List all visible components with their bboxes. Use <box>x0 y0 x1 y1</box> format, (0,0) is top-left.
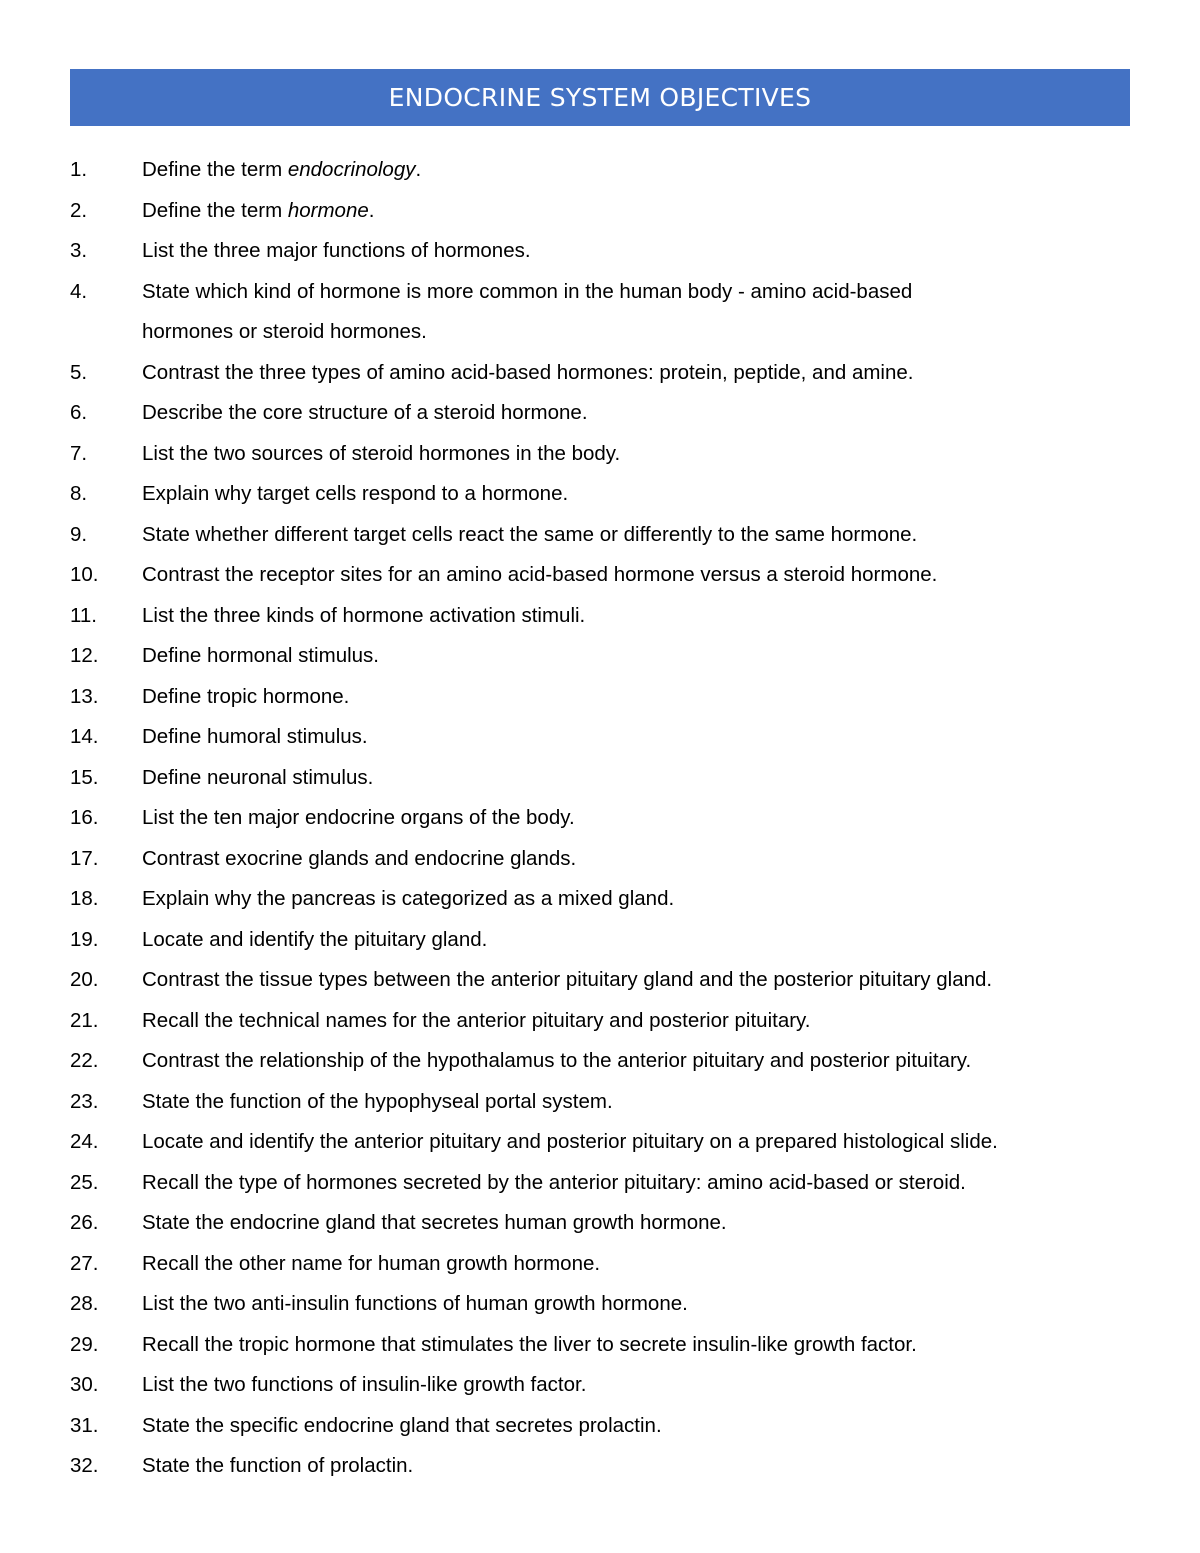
item-number: 7. <box>70 441 88 465</box>
item-number: 12. <box>70 644 99 667</box>
list-item <box>0 1082 1200 1123</box>
list-item <box>0 1406 1200 1447</box>
list-item <box>0 272 1200 353</box>
item-text: List the two functions of insulin-like growth factor. <box>142 1373 587 1396</box>
item-text: List the ten major endocrine organs of the body. <box>142 806 575 829</box>
list-item <box>0 150 1200 191</box>
objectives-list <box>0 150 1200 1487</box>
item-number: 30. <box>70 1373 99 1396</box>
item-text: Define the term endocrinology. <box>142 158 422 181</box>
list-item <box>0 515 1200 556</box>
list-item <box>0 1041 1200 1082</box>
emphasized-term: hormone <box>287 198 369 222</box>
item-number: 9. <box>70 522 88 546</box>
list-item <box>0 434 1200 475</box>
item-number: 29. <box>70 1332 99 1356</box>
item-number: 10. <box>70 563 99 586</box>
item-text: Contrast the relationship of the hypothalamus to the anterior pituitary and posterior pituitary. <box>142 1049 972 1072</box>
item-text: Contrast the receptor sites for an amino acid-based hormone versus a steroid hormone. <box>142 563 938 586</box>
list-item <box>0 474 1200 515</box>
list-item <box>0 839 1200 880</box>
list-item <box>0 393 1200 434</box>
item-text: Define neuronal stimulus. <box>142 765 374 789</box>
item-number: 21. <box>70 1008 99 1032</box>
item-text-line-2: hormones or steroid hormones. <box>142 320 427 343</box>
item-text: State whether different target cells react the same or differently to the same hormone. <box>142 522 918 546</box>
list-item <box>0 1122 1200 1163</box>
item-number: 22. <box>70 1049 99 1072</box>
item-number: 23. <box>70 1089 99 1113</box>
item-number: 16. <box>70 806 99 829</box>
item-text: Contrast exocrine glands and endocrine glands. <box>142 846 577 870</box>
item-text: Define tropic hormone. <box>142 684 350 708</box>
item-text: Define humoral stimulus. <box>142 725 368 748</box>
item-number: 28. <box>70 1292 99 1315</box>
list-item <box>0 1163 1200 1204</box>
item-text: List the two sources of steroid hormones in the body. <box>142 441 621 465</box>
list-item <box>0 879 1200 920</box>
item-text: Explain why target cells respond to a hormone. <box>142 482 569 505</box>
item-number: 1. <box>70 158 88 181</box>
item-number: 13. <box>70 684 99 708</box>
list-item <box>0 758 1200 799</box>
item-number: 18. <box>70 887 99 910</box>
list-item <box>0 231 1200 272</box>
list-item <box>0 920 1200 961</box>
list-item <box>0 1203 1200 1244</box>
item-text: List the three major functions of hormones. <box>142 239 531 262</box>
list-item <box>0 1001 1200 1042</box>
list-item <box>0 677 1200 718</box>
list-item <box>0 798 1200 839</box>
list-item <box>0 191 1200 232</box>
list-item <box>0 717 1200 758</box>
list-item <box>0 596 1200 637</box>
item-text: State the function of prolactin. <box>142 1454 414 1477</box>
item-number: 14. <box>70 725 99 748</box>
item-text: Recall the other name for human growth hormone. <box>142 1251 601 1275</box>
item-number: 19. <box>70 927 99 951</box>
item-text: Locate and identify the pituitary gland. <box>142 927 488 951</box>
list-item <box>0 1325 1200 1366</box>
list-item <box>0 636 1200 677</box>
item-number: 20. <box>70 968 99 991</box>
item-number: 32. <box>70 1454 99 1477</box>
item-text: Define hormonal stimulus. <box>142 644 379 667</box>
page-title: ENDOCRINE SYSTEM OBJECTIVES <box>388 83 812 112</box>
item-text-line-1: State which kind of hormone is more common in the human body - amino acid-based <box>142 279 913 303</box>
item-number: 11. <box>70 603 97 627</box>
item-text: Locate and identify the anterior pituitary and posterior pituitary on a prepared histological slide. <box>142 1130 998 1153</box>
item-number: 27. <box>70 1251 99 1275</box>
item-text <box>142 272 912 353</box>
item-text: Recall the type of hormones secreted by the anterior pituitary: amino acid-based or steroid. <box>142 1170 966 1194</box>
list-item <box>0 555 1200 596</box>
item-number: 25. <box>70 1170 99 1194</box>
item-text: State the specific endocrine gland that secretes prolactin. <box>142 1413 662 1437</box>
item-number: 17. <box>70 846 99 870</box>
item-text: Recall the tropic hormone that stimulates the liver to secrete insulin-like growth factor. <box>142 1332 917 1356</box>
item-text: Contrast the tissue types between the anterior pituitary gland and the posterior pituitary gland. <box>142 968 993 991</box>
list-item <box>0 1284 1200 1325</box>
item-number: 24. <box>70 1130 99 1153</box>
item-text: Contrast the three types of amino acid-based hormones: protein, peptide, and amine. <box>142 360 914 384</box>
item-number: 3. <box>70 239 88 262</box>
item-text: State the endocrine gland that secretes human growth hormone. <box>142 1211 727 1234</box>
item-text: List the three kinds of hormone activation stimuli. <box>142 603 586 627</box>
title-banner <box>70 69 1130 126</box>
item-text: Define the term hormone. <box>142 198 375 222</box>
item-number: 31. <box>70 1413 99 1437</box>
item-text: Recall the technical names for the anterior pituitary and posterior pituitary. <box>142 1008 811 1032</box>
item-number: 8. <box>70 482 88 505</box>
list-item <box>0 1244 1200 1285</box>
item-number: 6. <box>70 401 88 424</box>
list-item <box>0 1365 1200 1406</box>
list-item <box>0 353 1200 394</box>
list-item <box>0 1446 1200 1487</box>
emphasized-term: endocrinology <box>287 158 416 181</box>
item-number: 2. <box>70 198 88 222</box>
list-item <box>0 960 1200 1001</box>
item-number: 5. <box>70 360 88 384</box>
item-text: Explain why the pancreas is categorized as a mixed gland. <box>142 887 675 910</box>
item-number: 15. <box>70 765 99 789</box>
item-text: State the function of the hypophyseal portal system. <box>142 1089 613 1113</box>
item-number: 4. <box>70 279 88 303</box>
item-text: Describe the core structure of a steroid hormone. <box>142 401 588 424</box>
item-number: 26. <box>70 1211 99 1234</box>
item-text: List the two anti-insulin functions of human growth hormone. <box>142 1292 688 1315</box>
